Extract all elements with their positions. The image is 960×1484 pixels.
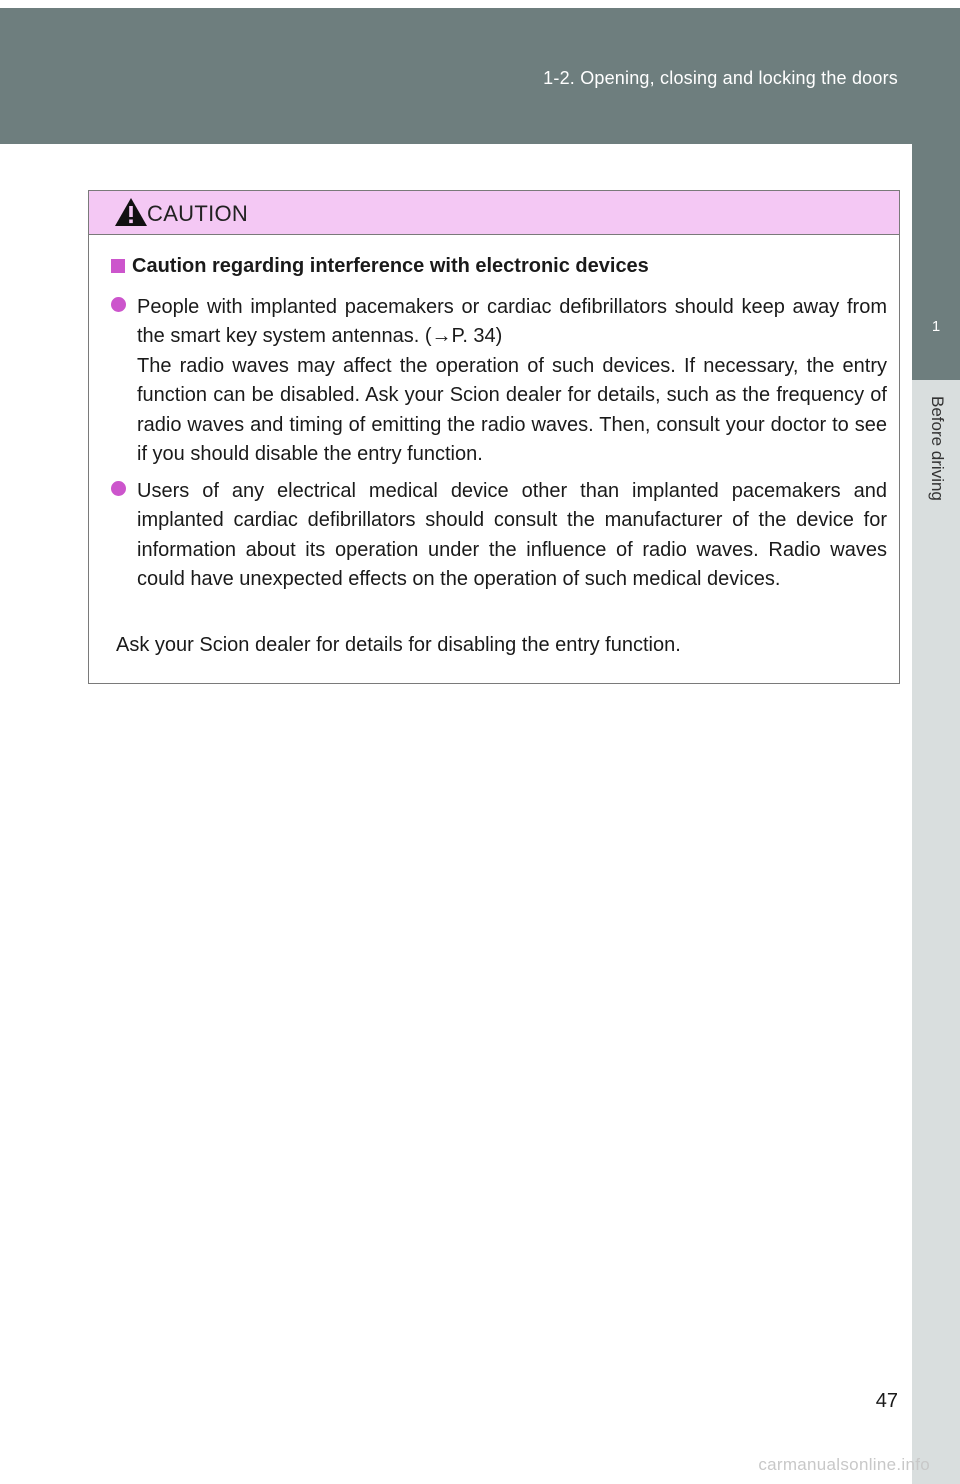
chapter-label-text: Before driving <box>928 396 947 501</box>
section-heading <box>111 255 649 278</box>
note-text: Ask your Scion dealer for details for disabling the entry function. <box>116 634 681 656</box>
item-text: People with implanted pacemakers or cardiac defibrillators should keep away from the smart key system antennas. (→P. 34) <box>137 296 887 348</box>
bullet-dot-icon <box>111 481 126 496</box>
caution-box <box>88 190 900 684</box>
warning-icon <box>113 196 149 228</box>
chapter-tab <box>912 144 960 380</box>
chapter-label <box>917 396 957 536</box>
item-text: The radio waves may affect the operation of such devices. If necessary, the entry function can be disabled. Ask your Scion dealer for details, such as the frequency of radio waves and timing of emitting the radio waves. Then, consult your doctor to see if you should disable the entry function. <box>137 354 887 466</box>
chapter-tab-strip <box>912 380 960 1484</box>
list-item <box>111 293 887 469</box>
list-item <box>111 477 887 595</box>
caution-title: CAUTION <box>147 201 249 226</box>
section-title: 1-2. Opening, closing and locking the doors <box>543 68 898 88</box>
bullet-dot-icon <box>111 297 126 312</box>
square-bullet-icon <box>111 259 125 273</box>
chapter-number: 1 <box>931 318 941 335</box>
section-heading-text: Caution regarding interference with electronic devices <box>132 255 649 277</box>
caution-header <box>89 191 899 235</box>
header-band <box>0 8 960 144</box>
page-number: 47 <box>875 1390 898 1412</box>
watermark: carmanualsonline.info <box>758 1455 930 1474</box>
item-text: Users of any electrical medical device other than implanted pacemakers and implanted cardiac defibrillators should consult the manufacturer of the device for information about its operation under the influence of radio waves. Radio waves could have unexpected effects on the operation of such medical devices. <box>137 480 887 591</box>
